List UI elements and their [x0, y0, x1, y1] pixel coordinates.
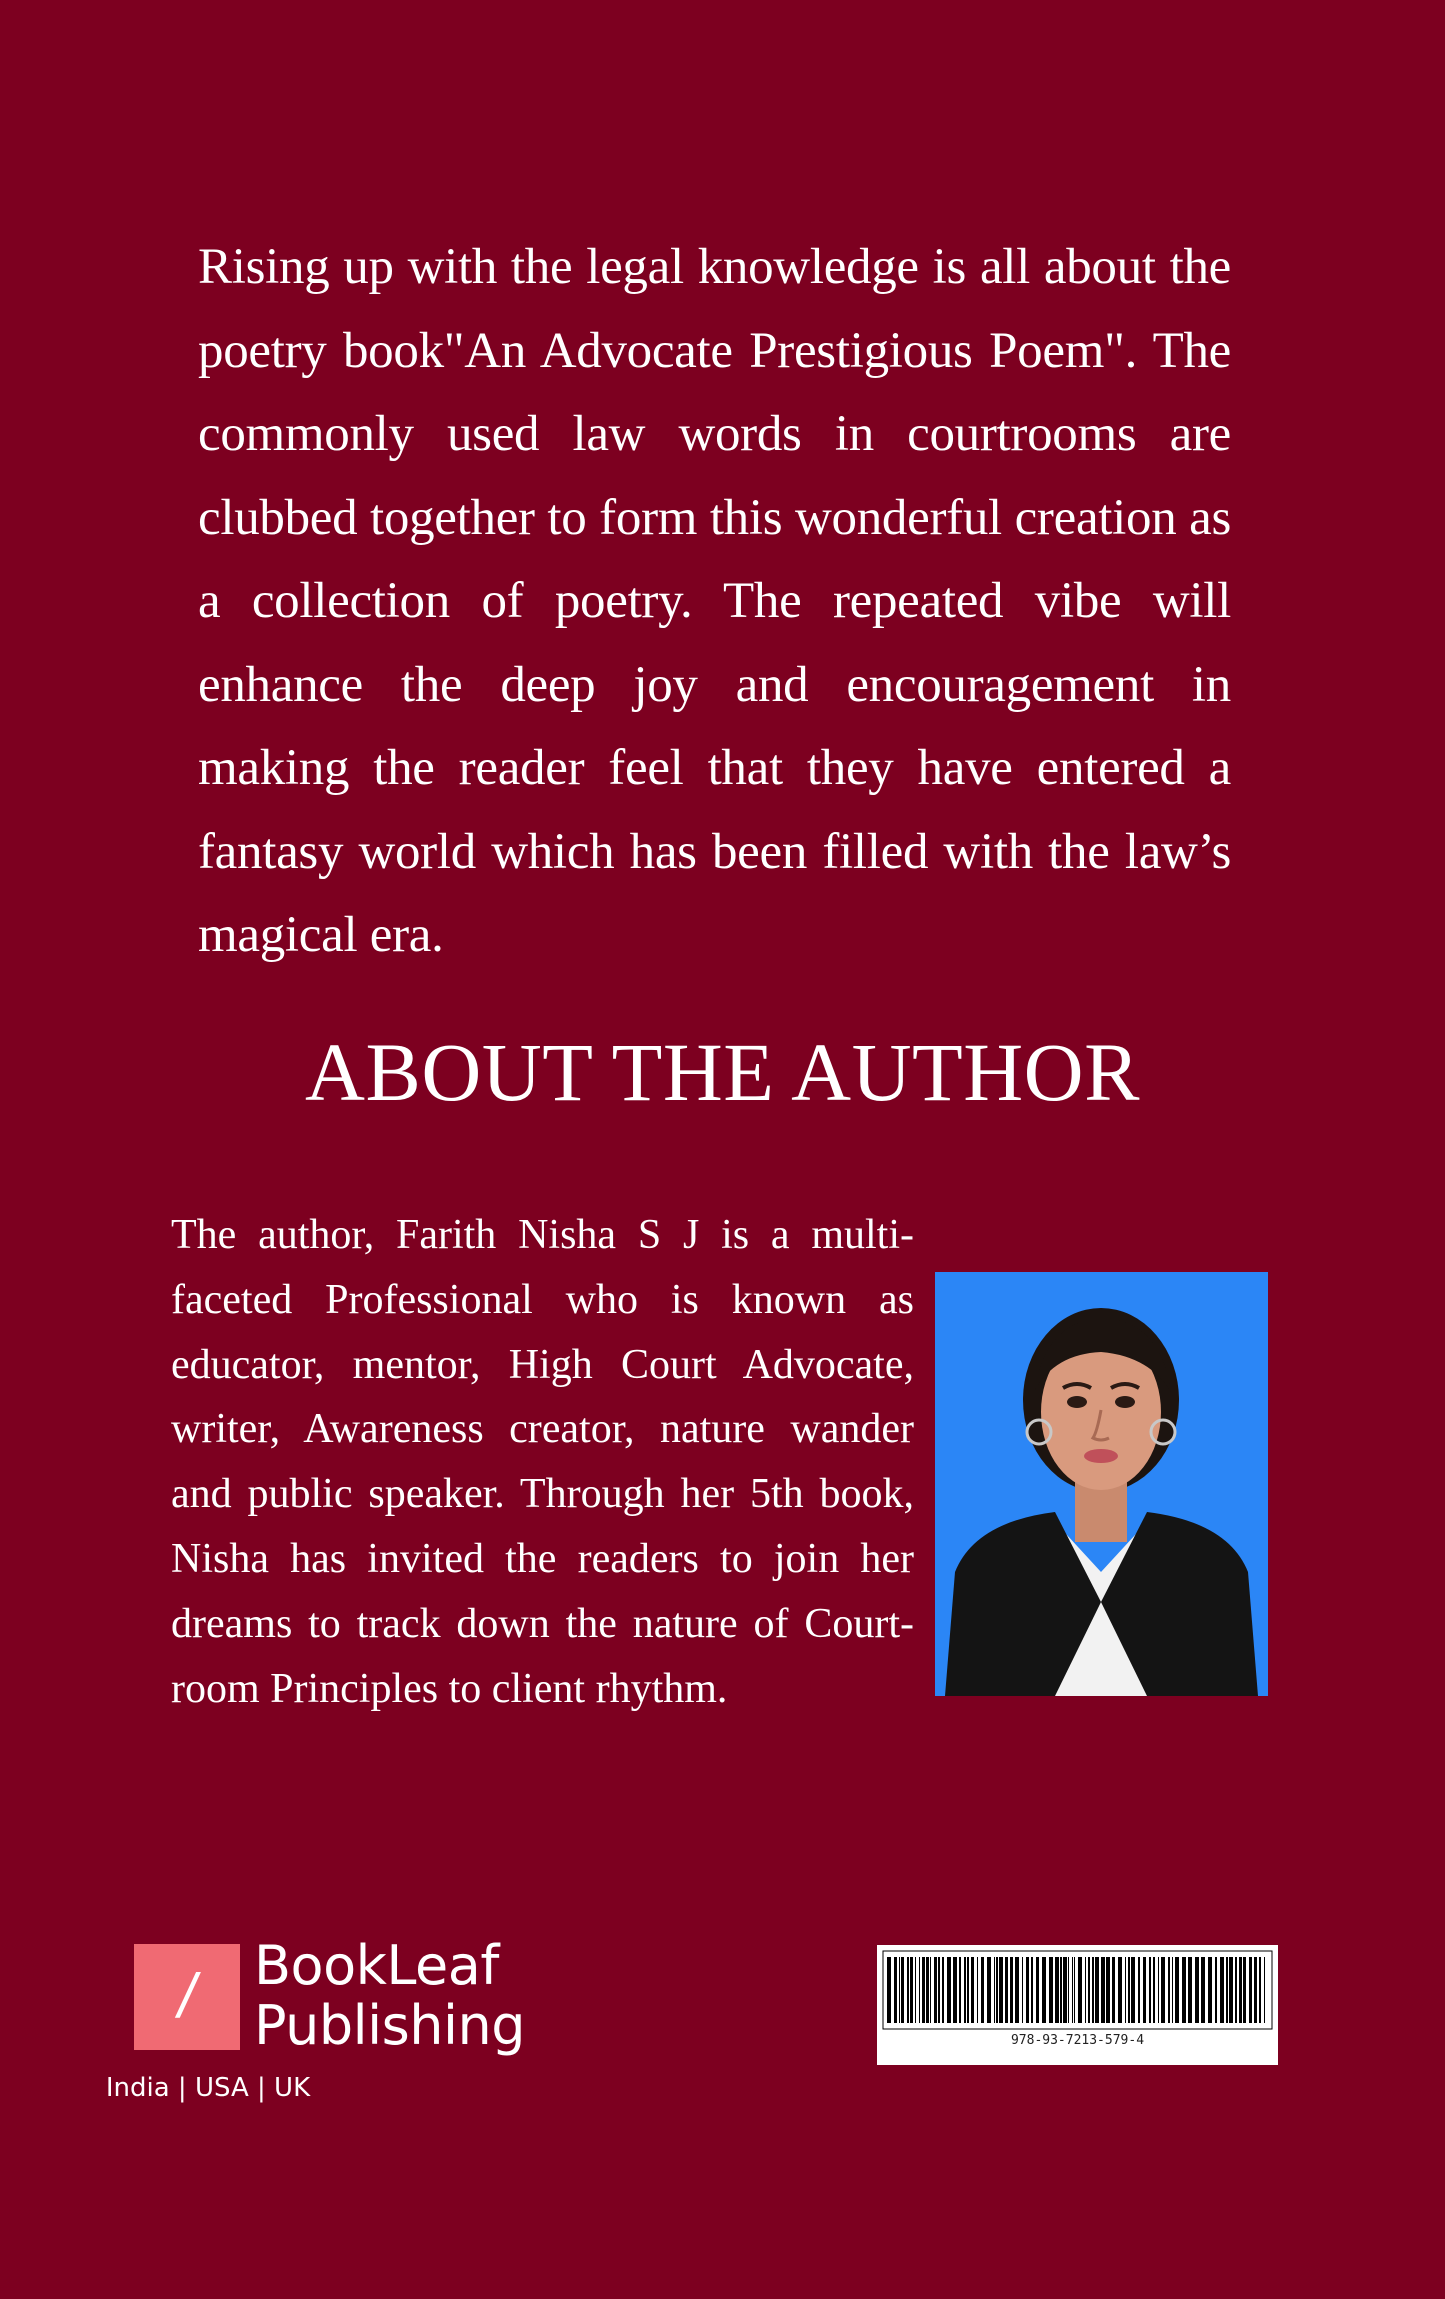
barcode-bar: [1022, 1957, 1023, 2023]
logo-slash-icon: /: [178, 1962, 196, 2031]
barcode-bar: [1125, 1957, 1126, 2023]
barcode-bar: [1259, 1957, 1261, 2023]
barcode-bar: [1112, 1957, 1115, 2023]
barcode-bar: [1131, 1957, 1135, 2023]
barcode-bar: [938, 1957, 940, 2023]
barcode-bars: [877, 1945, 1278, 2035]
barcode-bar: [1055, 1957, 1059, 2023]
barcode-bar: [1049, 1957, 1053, 2023]
barcode-bar: [1088, 1957, 1090, 2023]
barcode-bar: [999, 1957, 1003, 2023]
about-author-heading: ABOUT THE AUTHOR: [305, 1026, 1140, 1118]
barcode-bar: [894, 1957, 897, 2023]
barcode-bar: [1074, 1957, 1075, 2023]
barcode-bar: [1239, 1957, 1242, 2023]
barcode-bar: [964, 1957, 966, 2023]
barcode-bar: [1060, 1957, 1062, 2023]
barcode-bar: [934, 1957, 937, 2023]
barcode-bar: [1101, 1957, 1105, 2023]
barcode-bar: [915, 1957, 916, 2023]
barcode-bar: [947, 1957, 951, 2023]
barcode-bar: [1243, 1957, 1246, 2023]
barcode-bar: [922, 1957, 925, 2023]
barcode-bar: [1063, 1957, 1067, 2023]
barcode-bar: [1026, 1957, 1029, 2023]
barcode-bar: [1208, 1957, 1212, 2023]
barcode-bar: [1215, 1957, 1217, 2023]
barcode-bar: [1175, 1957, 1179, 2023]
author-photo: [935, 1272, 1268, 1696]
barcode-bar: [1085, 1957, 1086, 2023]
barcode-bar: [1168, 1957, 1170, 2023]
barcode-bar: [1031, 1957, 1033, 2023]
barcode-bar: [1153, 1957, 1155, 2023]
publisher-regions: India | USA | UK: [105, 2073, 311, 2103]
barcode-bar: [1172, 1957, 1173, 2023]
publisher-name-line2: Publishing: [254, 1994, 525, 2057]
barcode-bar: [1036, 1957, 1039, 2023]
barcode-bar: [1015, 1957, 1019, 2023]
isbn-barcode: [877, 1945, 1278, 2065]
barcode-bar: [1128, 1957, 1130, 2023]
barcode-bar: [1235, 1957, 1237, 2023]
barcode-bar: [1005, 1957, 1008, 2023]
barcode-bar: [1095, 1957, 1099, 2023]
barcode-bar: [1182, 1957, 1186, 2023]
barcode-bar: [1226, 1957, 1228, 2023]
author-portrait-illustration: [935, 1272, 1268, 1696]
barcode-bar: [1264, 1957, 1265, 2023]
publisher-name-line1: BookLeaf: [254, 1934, 499, 1997]
barcode-bar: [981, 1957, 984, 2023]
barcode-bar: [1118, 1957, 1122, 2023]
barcode-bar: [1201, 1957, 1205, 2023]
barcode-bar: [1188, 1957, 1192, 2023]
author-bio: The author, Farith Nisha S J is a multi-faceted Professional who is known as educator, mentor, High Court Advocate, writer, Awareness creator, nature wander and public speaker. Through her 5th book, Nisha has invited the readers to join her dreams to track down the nature of Court-room Principles to client rhythm.: [171, 1212, 914, 1712]
publisher-name: [254, 1936, 525, 2056]
barcode-bar: [907, 1957, 909, 2023]
barcode-bar: [1042, 1957, 1046, 2023]
barcode-bar: [1143, 1957, 1146, 2023]
barcode-bar: [977, 1957, 978, 2023]
barcode-bar: [967, 1957, 969, 2023]
barcode-bar: [953, 1957, 957, 2023]
barcode-bar: [959, 1957, 961, 2023]
barcode-bar: [887, 1957, 891, 2023]
barcode-bar: [1106, 1957, 1110, 2023]
barcode-bar: [1254, 1957, 1257, 2023]
book-blurb: Rising up with the legal knowledge is all about the poetry book"An Advocate Prestigious Poem". The commonly used law words in courtrooms are clubbed together to form this wonderful creation as a collection of poetry. The repeated vibe will enhance the deep joy and encouragement in making the reader feel that they have entered a fantasy world which has been filled with the law’s magical era.: [198, 239, 1231, 963]
barcode-bar: [1072, 1957, 1073, 2023]
barcode-bar: [1138, 1957, 1140, 2023]
barcode-bar: [1195, 1957, 1199, 2023]
isbn-number: 978-93-7213-579-4: [1010, 2033, 1145, 2048]
barcode-bar: [1229, 1957, 1233, 2023]
barcode-bar: [899, 1957, 900, 2023]
barcode-bar: [1249, 1957, 1252, 2023]
barcode-bar: [1078, 1957, 1082, 2023]
barcode-bar: [994, 1957, 995, 2023]
barcode-bar: [930, 1957, 931, 2023]
barcode-bar: [971, 1957, 974, 2023]
barcode-bar: [996, 1957, 998, 2023]
barcode-bar: [1149, 1957, 1151, 2023]
barcode-bar: [910, 1957, 913, 2023]
barcode-bar: [901, 1957, 904, 2023]
barcode-bar: [942, 1957, 944, 2023]
barcode-bar: [919, 1957, 920, 2023]
barcode-bar: [1068, 1957, 1069, 2023]
barcode-bar: [1010, 1957, 1013, 2023]
barcode-bar: [926, 1957, 929, 2023]
barcode-bar: [1220, 1957, 1224, 2023]
barcode-bar: [1158, 1957, 1159, 2023]
barcode-bar: [987, 1957, 991, 2023]
barcode-bar: [1161, 1957, 1165, 2023]
barcode-bar: [1092, 1957, 1094, 2023]
